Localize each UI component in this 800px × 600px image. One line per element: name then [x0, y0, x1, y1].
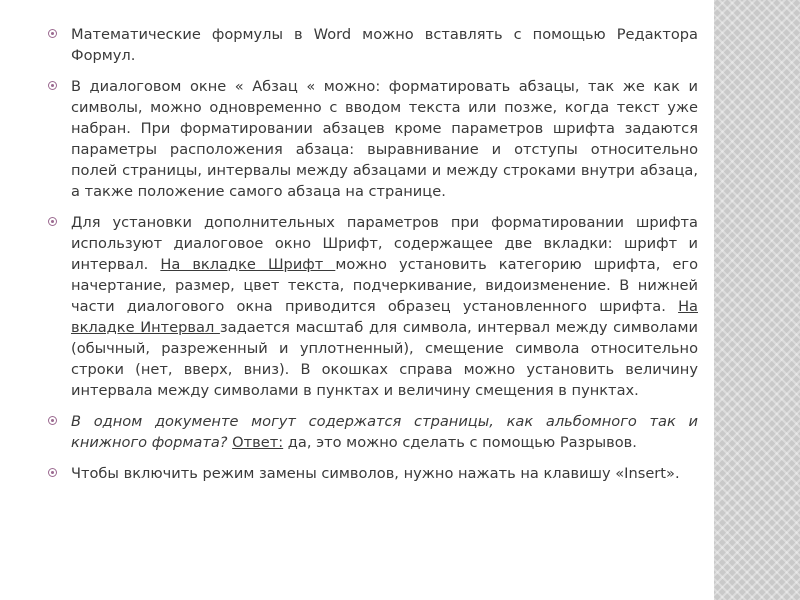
slide-content [48, 24, 698, 494]
answer-text: да, это можно сделать с помощью Разрывов. [283, 434, 637, 451]
bullet-circle-icon [48, 29, 57, 38]
bullet-text: Чтобы включить режим замены символов, нужно нажать на клавишу «Insert». [71, 465, 680, 482]
bullet-text: Математические формулы в Word можно вставлять с помощью Редактора Формул. [71, 26, 698, 64]
answer-label: Ответ: [232, 434, 284, 451]
decorative-side-pattern [714, 0, 800, 600]
bullet-circle-icon [48, 81, 57, 90]
list-item [48, 212, 698, 401]
bullet-text: Для установки дополнительных параметров при форматировании шрифта используют диалоговое окно Шрифт, содержащее две вкладки: шрифт и интервал. [71, 214, 698, 273]
underlined-phrase-font-tab: На вкладке Шрифт [160, 256, 336, 273]
bullet-list [48, 24, 698, 484]
bullet-circle-icon [48, 217, 57, 226]
question-text: В одном документе могут содержатся страницы, как альбомного так и книжного формата? [71, 413, 698, 451]
bullet-text: В диалоговом окне « Абзац « можно: форматировать абзацы, так же как и символы, можно одновременно с вводом текста или позже, когда текст уже набран. При форматировании абзацев кроме параметров шрифта задаются параметры расположения абзаца: выравнивание и отступы относительно полей страницы, интервалы между абзацами и между строками внутри абзаца, а также положение самого абзаца на странице. [71, 78, 698, 200]
list-item [48, 24, 698, 66]
list-item [48, 76, 698, 202]
bullet-circle-icon [48, 468, 57, 477]
bullet-circle-icon [48, 416, 57, 425]
underlined-phrase-interval-tab: На вкладке Интервал [71, 298, 698, 336]
bullet-text: можно установить категорию шрифта, его начертание, размер, цвет текста, подчеркивание, видоизменение. В нижней части диалогового окна приводится образец установленного шрифта. [71, 256, 698, 315]
list-item [48, 411, 698, 453]
bullet-text: задается масштаб для символа, интервал между символами (обычный, разреженный и уплотненный), смещение символа относительно строки (нет, вверх, вниз). В окошках справа можно установить величину интервала между символами в пунктах и величину смещения в пунктах. [71, 319, 698, 399]
list-item [48, 463, 698, 484]
